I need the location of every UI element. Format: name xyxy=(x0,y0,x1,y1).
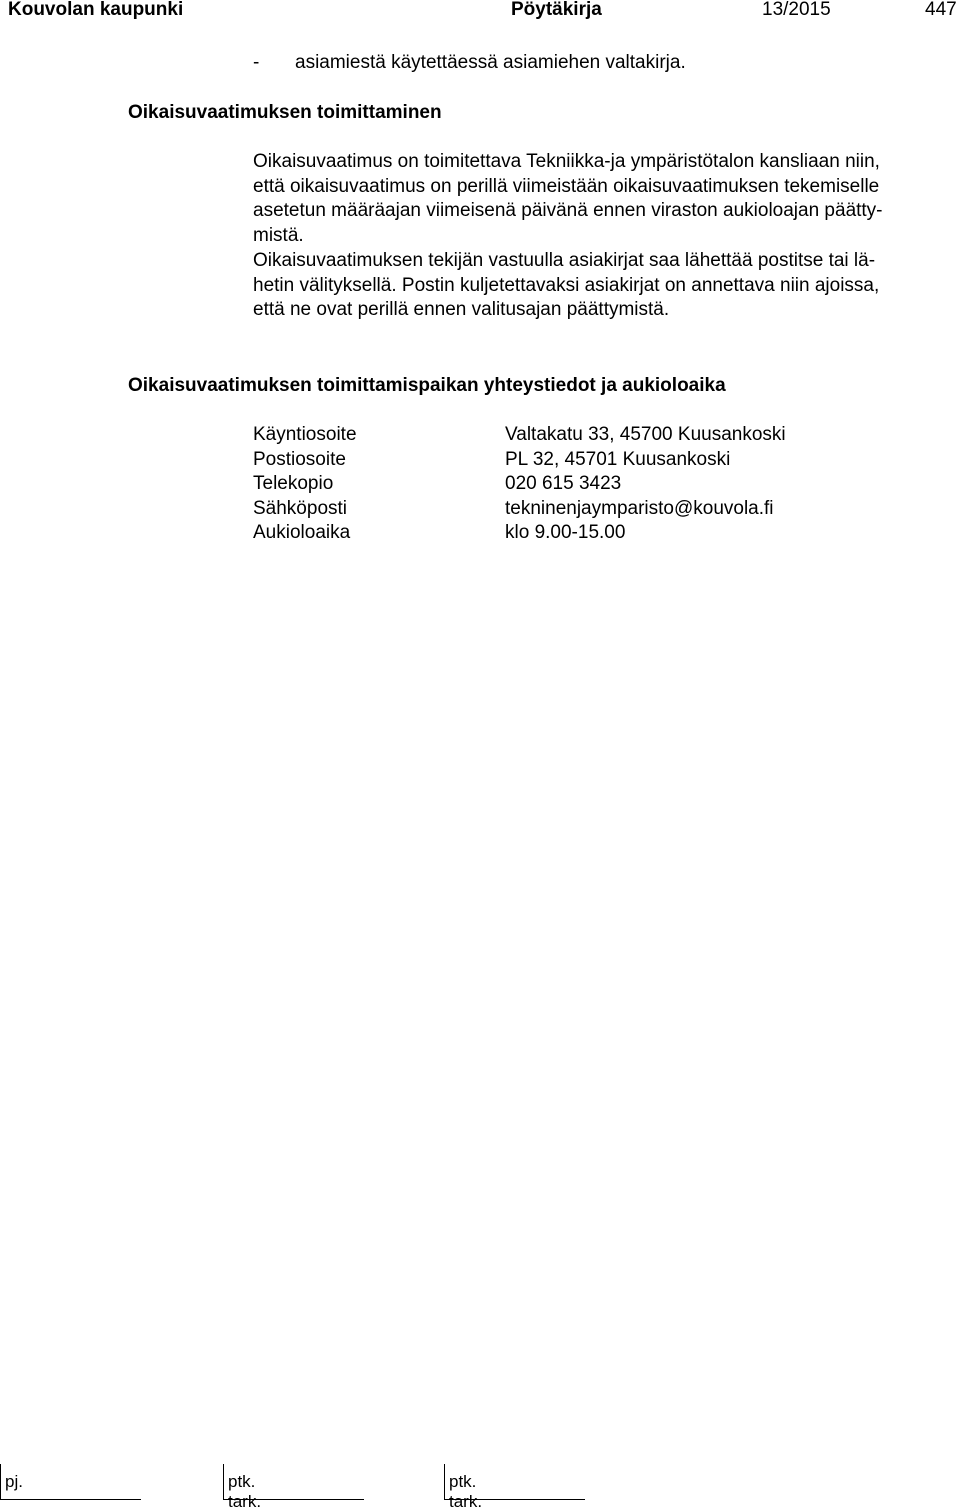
page-header xyxy=(0,0,960,22)
contact-value: Valtakatu 33, 45700 Kuusankoski xyxy=(505,424,786,445)
bullet-text: asiamiestä käytettäessä asiamiehen valtakirja. xyxy=(295,52,686,73)
contact-value: PL 32, 45701 Kuusankoski xyxy=(505,448,731,470)
contact-table xyxy=(253,423,786,546)
contact-row xyxy=(253,497,786,522)
contact-row xyxy=(253,448,786,473)
contact-label: Sähköposti xyxy=(253,497,348,519)
contact-label: Käyntiosoite xyxy=(253,424,357,445)
contact-value: klo 9.00-15.00 xyxy=(505,522,626,544)
paragraph-submission xyxy=(253,150,959,248)
bullet-dash: - xyxy=(253,52,260,73)
paragraph-delivery xyxy=(253,249,959,323)
signature-footer xyxy=(0,1464,960,1511)
contact-label: Postiosoite xyxy=(253,448,346,470)
signature-label: ptk. tark. xyxy=(228,1472,262,1511)
signature-label: ptk. tark. xyxy=(449,1472,483,1511)
signature-field-reviewer-2 xyxy=(444,1464,483,1511)
text-line: että oikaisuvaatimus on perillä viimeistään oikaisuvaatimuksen tekemiselle xyxy=(253,175,880,197)
contact-label: Telekopio xyxy=(253,473,334,495)
contact-value: 020 615 3423 xyxy=(505,473,622,495)
page-number: 447 xyxy=(925,0,957,20)
text-line: hetin välityksellä. Postin kuljetettavaksi asiakirjat on annettava niin ajoissa, xyxy=(253,274,880,296)
signature-field-chair xyxy=(0,1464,23,1500)
contact-label: Aukioloaika xyxy=(253,522,351,544)
signature-field-reviewer-1 xyxy=(223,1464,262,1511)
document-type: Pöytäkirja xyxy=(511,0,602,20)
contact-email: tekninenjaymparisto@kouvola.fi xyxy=(505,497,774,519)
text-line: asetetun määräajan viimeisenä päivänä ennen viraston aukioloajan päätty- xyxy=(253,200,883,221)
organization-name: Kouvolan kaupunki xyxy=(8,0,184,20)
contact-row xyxy=(253,521,786,546)
section-heading-submission: Oikaisuvaatimuksen toimittaminen xyxy=(128,102,442,123)
contact-row xyxy=(253,472,786,497)
bullet-item xyxy=(253,51,686,76)
issue-number: 13/2015 xyxy=(762,0,831,20)
section-heading-contact: Oikaisuvaatimuksen toimittamispaikan yhteystiedot ja aukioloaika xyxy=(128,375,726,396)
text-line: että ne ovat perillä ennen valitusajan päättymistä. xyxy=(253,299,670,320)
signature-label: pj. xyxy=(5,1472,23,1491)
text-line: Oikaisuvaatimuksen tekijän vastuulla asiakirjat saa lähettää postitse tai lä- xyxy=(253,250,876,271)
contact-row xyxy=(253,423,786,448)
text-line: mistä. xyxy=(253,224,304,246)
text-line: Oikaisuvaatimus on toimitettava Tekniikka-ja ympäristötalon kansliaan niin, xyxy=(253,151,880,172)
